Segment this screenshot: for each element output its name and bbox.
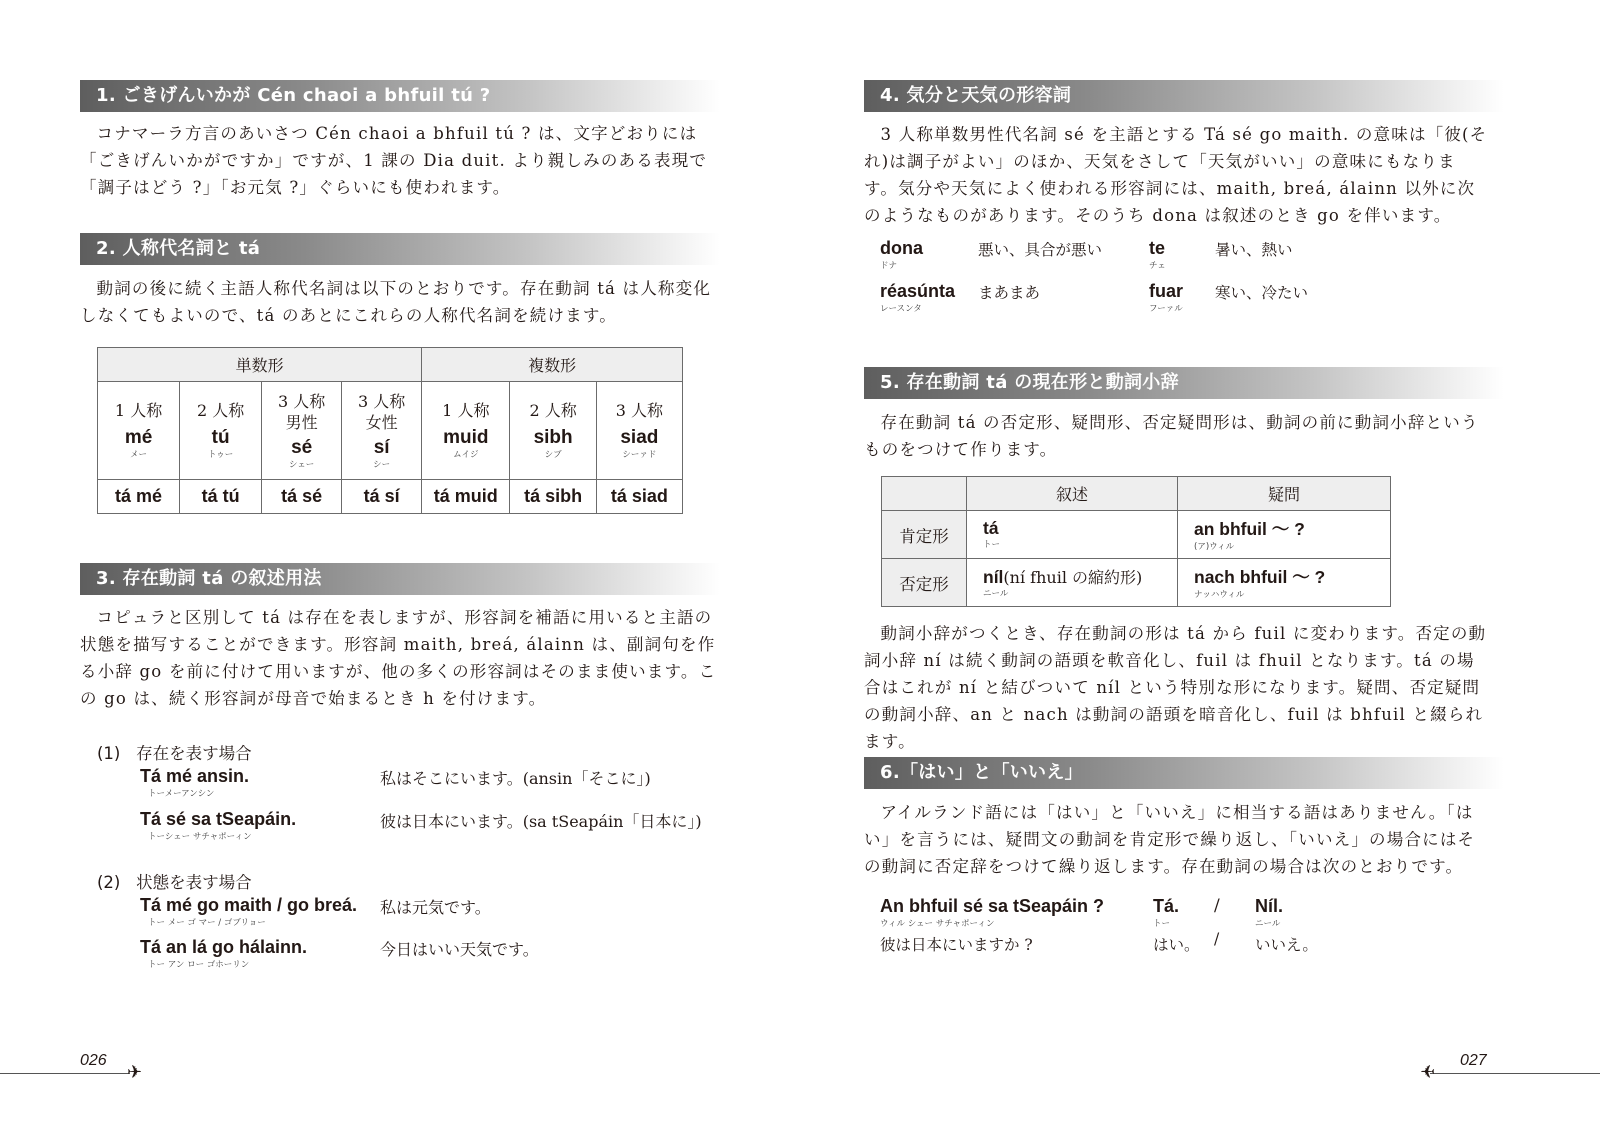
pronoun-cell: 2 人称 sibh シブ xyxy=(510,382,596,480)
section-body-6: アイルランド語には「はい」と「いいえ」に相当する語はありません。「はい」を言うには、疑問文の動詞を肯定形で繰り返し、「いいえ」の場合にはその動詞に否定辞をつけて繰り返します。存在動詞の場合は次のとおりです。 xyxy=(864,803,1476,876)
footer-rule xyxy=(1430,1073,1600,1074)
airplane-icon: ✈ xyxy=(1420,1062,1436,1083)
section-heading-6: 6.「はい」と「いいえ」 xyxy=(864,757,1504,789)
vocab-item: te チェ 暑い、熱い xyxy=(1149,238,1293,271)
pronoun-cell: 3 人称 siad シーァド xyxy=(596,382,682,480)
example-sentence: Tá sé sa tSeapáin. トーシェー サチャポーィン 彼は日本にいます。(sa tSeapáin「日本に」) xyxy=(140,809,702,842)
section-body-5: 存在動詞 tá の否定形、疑問形、否定疑問形は、動詞の前に動詞小辞というものをつけて作ります。 xyxy=(864,413,1479,459)
footer-rule xyxy=(0,1073,130,1074)
row-label-negative: 否定形 xyxy=(882,559,967,607)
no-answer: Níl. ニール いいえ。 xyxy=(1255,896,1318,954)
section-heading-3: 3. 存在動詞 tá の叙述用法 xyxy=(80,563,720,595)
section-heading-1: 1. ごきげんいかが Cén chaoi a bhfuil tú ? xyxy=(80,80,720,112)
ta-form-cell: tá mé xyxy=(98,480,180,514)
group-header-singular: 単数形 xyxy=(98,348,422,382)
statement-cell: tá トー xyxy=(967,511,1178,559)
corner-header xyxy=(882,477,967,511)
statement-cell: níl(ní fhuil の縮約形) ニール xyxy=(967,559,1178,607)
ta-form-cell: tá muid xyxy=(422,480,510,514)
section-heading-4: 4. 気分と天気の形容詞 xyxy=(864,80,1504,112)
vocab-item: dona ドナ 悪い、具合が悪い xyxy=(880,238,1103,271)
ta-form-cell: tá sí xyxy=(342,480,422,514)
example-sentence: Tá an lá go hálainn. トー アン ロー ゴホーリン 今日はいい天気です。 xyxy=(140,937,539,970)
ta-form-cell: tá siad xyxy=(596,480,682,514)
example-group-2-label: (2) 状態を表す場合 xyxy=(97,873,252,892)
question-cell: an bhfuil ～ ? (ア)ウィル xyxy=(1178,511,1391,559)
section-body-3: コピュラと区別して tá は存在を表しますが、形容詞を補語に用いると主語の状態を描写することができます。形容詞 maith, breá, álainn は、副詞句を作る小辞 go を前に付けて用いますが、他の多くの形容詞はそのまま使います。この go は、続く形容詞が母音で始まるとき h を付けます。 xyxy=(80,608,717,708)
page-number: 027 xyxy=(1460,1052,1487,1069)
yes-no-question: An bhfuil sé sa tSeapáin ? ウィル シェー サチャポーィン 彼は日本にいますか ? xyxy=(880,896,1105,954)
section-heading-2: 2. 人称代名詞と tá xyxy=(80,233,720,265)
section-body-4: 3 人称単数男性代名詞 sé を主語とする Tá sé go maith. の意味は「彼(それ)は調子がよい」のほか、天気をさして「天気がいい」の意味にもなります。気分や天気によく使われる形容詞には、maith, breá, álainn 以外に次のようなものがあります。そのうち dona は叙述のとき go を伴います。 xyxy=(864,125,1488,225)
row-label-affirmative: 肯定形 xyxy=(882,511,967,559)
pronoun-cell: 3 人称 女性 sí シー xyxy=(342,382,422,480)
pronoun-cell: 3 人称 男性 sé シェー xyxy=(262,382,342,480)
header-question: 疑問 xyxy=(1178,477,1391,511)
example-group-1-label: (1) 存在を表す場合 xyxy=(97,744,252,763)
page-number: 026 xyxy=(80,1052,107,1069)
example-sentence: Tá mé ansin. トーメーアンシン 私はそこにいます。(ansin「そこに」) xyxy=(140,766,651,799)
group-header-plural: 複数形 xyxy=(422,348,683,382)
ta-form-cell: tá tú xyxy=(180,480,262,514)
verb-form-table xyxy=(881,476,1391,607)
header-statement: 叙述 xyxy=(967,477,1178,511)
pronoun-cell: 2 人称 tú トゥー xyxy=(180,382,262,480)
section-body-2: 動詞の後に続く主語人称代名詞は以下のとおりです。存在動詞 tá は人称変化しなくてもよいので、tá のあとにこれらの人称代名詞を続けます。 xyxy=(80,279,712,325)
airplane-icon: ✈ xyxy=(127,1062,143,1083)
yes-answer: Tá. トー はい。 xyxy=(1153,896,1200,954)
ta-form-cell: tá sé xyxy=(262,480,342,514)
right-page xyxy=(800,0,1600,1135)
pronoun-cell: 1 人称 mé メー xyxy=(98,382,180,480)
example-sentence: Tá mé go maith / go breá. トー メー ゴ マー / ゴブリョー 私は元気です。 xyxy=(140,895,491,928)
section-body-5b: 動詞小辞がつくとき、存在動詞の形は tá から fuil に変わります。否定の動詞小辞 ní は続く動詞の語頭を軟音化し、fuil は fhuil となります。tá の場合はこれが ní と結びついて níl という特別な形になります。疑問、否定疑問の動詞小辞、an と nach は動詞の語頭を暗音化し、fuil は bhfuil と綴られます。 xyxy=(864,624,1487,751)
answer-separator: / / xyxy=(1214,896,1220,948)
section-heading-5: 5. 存在動詞 tá の現在形と動詞小辞 xyxy=(864,367,1504,399)
vocab-item: fuar フーァル 寒い、冷たい xyxy=(1149,281,1309,314)
ta-form-cell: tá sibh xyxy=(510,480,596,514)
pronoun-cell: 1 人称 muid ムイジ xyxy=(422,382,510,480)
section-body-1: コナマーラ方言のあいさつ Cén chaoi a bhfuil tú ? は、文字どおりには「ごきげんいかがですか」ですが、1 課の Dia duit. より親しみのある表現で「調子はどう ?」「お元気 ?」ぐらいにも使われます。 xyxy=(80,124,708,197)
pronoun-table xyxy=(97,347,683,514)
question-cell: nach bhfuil ～ ? ナッハウィル xyxy=(1178,559,1391,607)
vocab-item: réasúnta レースンタ まあまあ xyxy=(880,281,1041,314)
